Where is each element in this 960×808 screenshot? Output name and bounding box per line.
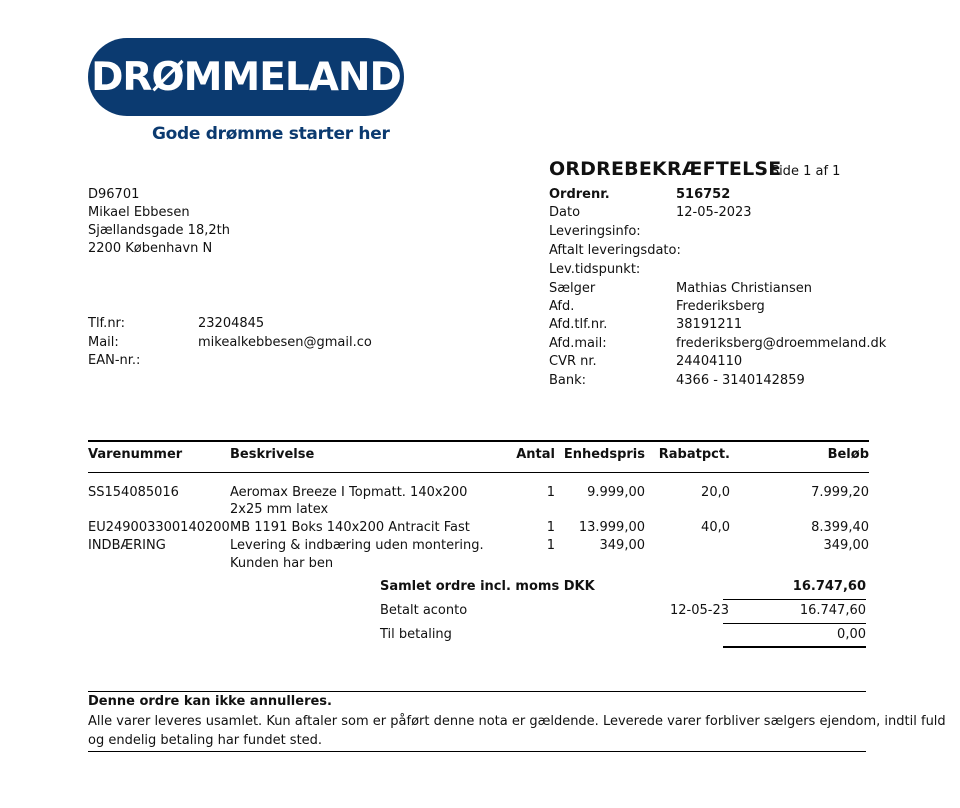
row-qty: 1: [546, 485, 555, 500]
order-info-label: Afd.tlf.nr.: [549, 317, 608, 332]
page-info: - Side 1 af 1: [762, 164, 841, 179]
order-info-label: Afd.: [549, 299, 575, 314]
row-desc: MB 1191 Boks 140x200 Antracit Fast: [230, 520, 470, 535]
col-header-amount: Beløb: [827, 447, 869, 462]
order-info-label: Bank:: [549, 373, 587, 388]
row-sku: INDBÆRING: [88, 538, 166, 553]
order-info-label: Sælger: [549, 281, 596, 296]
due-value: 0,00: [837, 627, 866, 642]
row-amount: 349,00: [823, 538, 869, 553]
phone-value: 23204845: [198, 316, 265, 331]
order-info-label: CVR nr.: [549, 354, 597, 369]
total-value: 16.747,60: [792, 579, 866, 594]
order-info-label: Lev.tidspunkt:: [549, 262, 641, 277]
order-info-label: Aftalt leveringsdato:: [549, 243, 681, 258]
footer-bottom-rule: [88, 751, 866, 752]
due-rule: [723, 646, 866, 648]
row-desc: Levering & indbæring uden montering.: [230, 538, 484, 553]
row-qty: 1: [546, 520, 555, 535]
row-desc: Aeromax Breeze I Topmatt. 140x200: [230, 485, 468, 500]
order-info-label: Dato: [549, 205, 581, 220]
footer-text-line-2: og endelig betaling har fundet sted.: [88, 733, 323, 748]
document-title: ORDREBEKRÆFTELSE: [549, 158, 782, 180]
row-unit-price: 13.999,00: [578, 520, 645, 535]
col-header-qty: Antal: [516, 447, 555, 462]
col-header-sku: Varenummer: [88, 447, 183, 462]
paid-label: Betalt aconto: [380, 603, 468, 618]
phone-label: Tlf.nr:: [88, 316, 126, 331]
order-info-value: 4366 - 3140142859: [676, 373, 805, 388]
order-info-label: Afd.mail:: [549, 336, 607, 351]
customer-city: 2200 København N: [88, 241, 213, 256]
total-label: Samlet ordre incl. moms DKK: [380, 579, 595, 594]
row-sku: SS154085016: [88, 485, 179, 500]
order-info-value: frederiksberg@droemmeland.dk: [676, 336, 887, 351]
footer-text-line-1: Alle varer leveres usamlet. Kun aftaler som er påført denne nota er gældende. Leverede varer forbliver sælgers ejendom, indtil fuld: [88, 714, 946, 729]
ean-label: EAN-nr.:: [88, 353, 141, 368]
row-desc-2: Kunden har ben: [230, 556, 334, 571]
brand-logo-text: DRØMMELAND: [91, 54, 401, 100]
row-unit-price: 349,00: [599, 538, 645, 553]
footer-heading: Denne ordre kan ikke annulleres.: [88, 694, 332, 709]
row-desc-2: 2x25 mm latex: [230, 502, 329, 517]
paid-value: 16.747,60: [799, 603, 866, 618]
customer-id: D96701: [88, 187, 140, 202]
order-info-value: 24404110: [676, 354, 743, 369]
customer-street: Sjællandsgade 18,2th: [88, 223, 230, 238]
brand-tagline: Gode drømme starter her: [152, 124, 390, 144]
order-info-value: Mathias Christiansen: [676, 281, 812, 296]
col-header-unit: Enhedspris: [563, 447, 645, 462]
paid-date: 12-05-23: [670, 603, 730, 618]
table-top-rule: [88, 440, 869, 442]
row-qty: 1: [546, 538, 555, 553]
order-info-value: Frederiksberg: [676, 299, 765, 314]
mail-value: mikealkebbesen@gmail.co: [198, 335, 372, 350]
order-info-label: Ordrenr.: [549, 187, 610, 202]
row-amount: 7.999,20: [811, 485, 869, 500]
row-discount: 40,0: [701, 520, 730, 535]
row-discount: 20,0: [701, 485, 730, 500]
row-amount: 8.399,40: [811, 520, 869, 535]
due-label: Til betaling: [380, 627, 452, 642]
order-info-value: 12-05-2023: [676, 205, 752, 220]
order-info-value: 516752: [676, 187, 731, 202]
row-unit-price: 9.999,00: [587, 485, 645, 500]
row-sku: EU249003300140200: [88, 520, 230, 535]
col-header-disc: Rabatpct.: [658, 447, 730, 462]
table-header-rule: [88, 472, 869, 473]
customer-name: Mikael Ebbesen: [88, 205, 190, 220]
order-info-value: 38191211: [676, 317, 743, 332]
order-info-label: Leveringsinfo:: [549, 224, 641, 239]
total-rule: [723, 599, 866, 600]
brand-logo: [88, 38, 404, 116]
col-header-desc: Beskrivelse: [230, 447, 315, 462]
footer-top-rule: [88, 691, 866, 692]
paid-rule: [723, 623, 866, 624]
mail-label: Mail:: [88, 335, 119, 350]
